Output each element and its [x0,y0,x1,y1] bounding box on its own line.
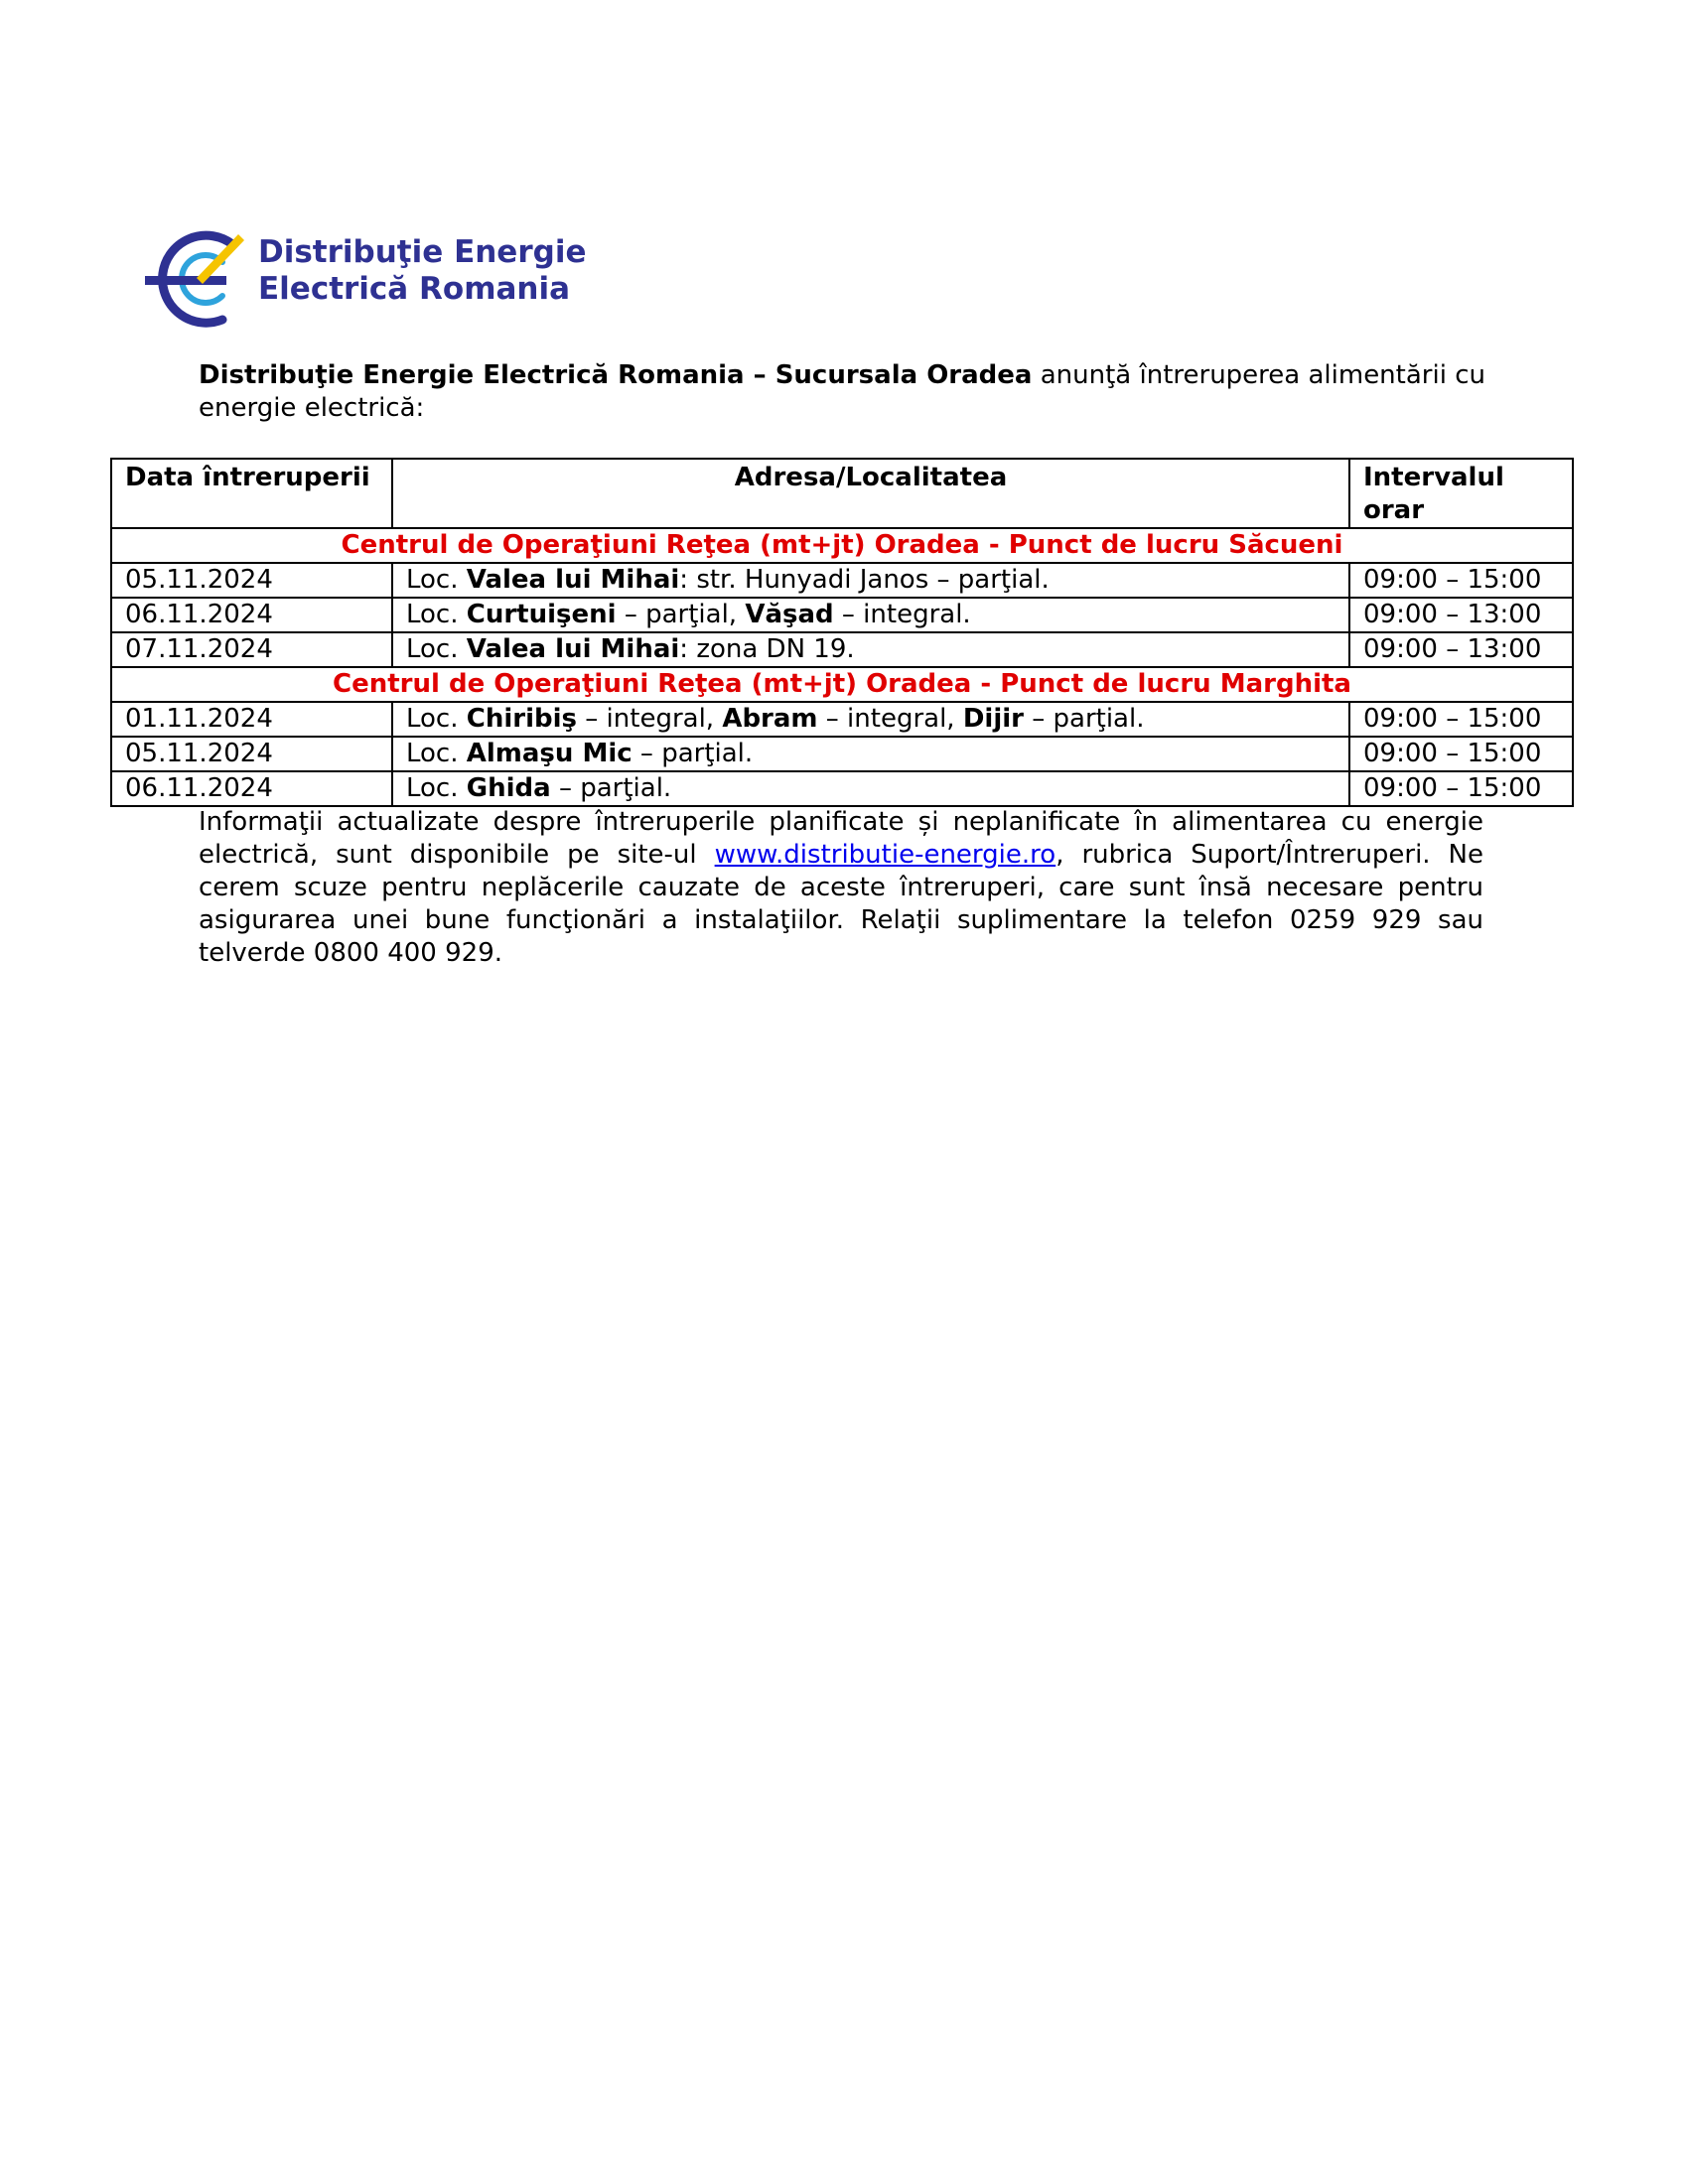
address-text: Loc. [406,634,467,664]
logo-line-1: Distribuţie Energie [258,234,587,270]
address-text: Loc. [406,600,467,629]
address-text: Loc. [406,739,467,768]
address-text: – parţial, [616,600,746,629]
locality-name: Valea lui Mihai [466,634,680,664]
header-address: Adresa/Localitatea [392,459,1349,528]
cell-interval: 09:00 – 13:00 [1349,598,1573,632]
locality-name: Curtuişeni [466,600,617,629]
table-row [111,632,1573,667]
locality-name: Dijir [962,704,1024,734]
address-text: – integral, [817,704,963,734]
table-row [111,563,1573,598]
locality-name: Ghida [466,773,551,803]
header-date: Data întreruperii [111,459,392,528]
locality-name: Valea lui Mihai [466,565,680,595]
cell-interval: 09:00 – 15:00 [1349,737,1573,771]
locality-name: Văşad [745,600,834,629]
address-text: – parţial. [550,773,672,803]
cell-interval: 09:00 – 13:00 [1349,632,1573,667]
cell-date: 01.11.2024 [111,702,392,737]
cell-date: 06.11.2024 [111,771,392,806]
website-link[interactable]: www.distributie-energie.ro [714,840,1056,870]
logo-mark-icon [139,226,258,336]
cell-address [392,702,1349,737]
logo-wordmark [258,234,586,308]
locality-name: Chiribiş [466,704,578,734]
table-row [111,598,1573,632]
cell-date: 05.11.2024 [111,563,392,598]
logo-line-2: Electrică Romania [258,271,571,307]
section-title: Centrul de Operaţiuni Reţea (mt+jt) Oradea - Punct de lucru Marghita [111,667,1573,702]
table-row [111,771,1573,806]
outage-table [110,458,1574,807]
cell-interval: 09:00 – 15:00 [1349,563,1573,598]
intro-announcement: anunţă întreruperea alimentării cu energie electrică: [199,360,1485,423]
table-row [111,737,1573,771]
intro-company-name: Distribuţie Energie Electrică Romania – Sucursala Oradea [199,360,1033,390]
address-text: – parţial. [1023,704,1145,734]
footer-paragraph [199,806,1483,970]
address-text: Loc. [406,704,467,734]
locality-name: Abram [722,704,818,734]
cell-date: 05.11.2024 [111,737,392,771]
address-text: : zona DN 19. [679,634,855,664]
cell-address [392,632,1349,667]
cell-date: 06.11.2024 [111,598,392,632]
address-text: : str. Hunyadi Janos – parţial. [679,565,1050,595]
address-text: Loc. [406,565,467,595]
cell-address [392,771,1349,806]
address-text: – parţial. [632,739,754,768]
footer-text-1: Informaţii actualizate despre întreruperile planificate și neplanificate în alimentarea cu energie electrică, sunt disponibile pe site-ul [199,807,1483,870]
header-interval: Intervalul orar [1349,459,1573,528]
cell-interval: 09:00 – 15:00 [1349,702,1573,737]
address-text: – integral. [833,600,971,629]
intro-paragraph [199,359,1489,425]
cell-address [392,563,1349,598]
section-row [111,667,1573,702]
locality-name: Almaşu Mic [466,739,633,768]
cell-interval: 09:00 – 15:00 [1349,771,1573,806]
company-logo [139,226,596,336]
table-body [111,528,1573,806]
table-header-row [111,459,1573,528]
table-row [111,702,1573,737]
cell-address [392,737,1349,771]
address-text: – integral, [577,704,723,734]
section-row [111,528,1573,563]
section-title: Centrul de Operaţiuni Reţea (mt+jt) Oradea - Punct de lucru Săcueni [111,528,1573,563]
footer-text-2: , rubrica Suport/Întreruperi. Ne cerem scuze pentru neplăcerile cauzate de aceste întreruperi, care sunt însă necesare pentru asigurarea unei bune funcţionări a instalaţiilor. Relaţii suplimentare la telefon 0259 929 sau telverde 0800 400 929. [199,840,1484,968]
cell-address [392,598,1349,632]
address-text: Loc. [406,773,467,803]
cell-date: 07.11.2024 [111,632,392,667]
